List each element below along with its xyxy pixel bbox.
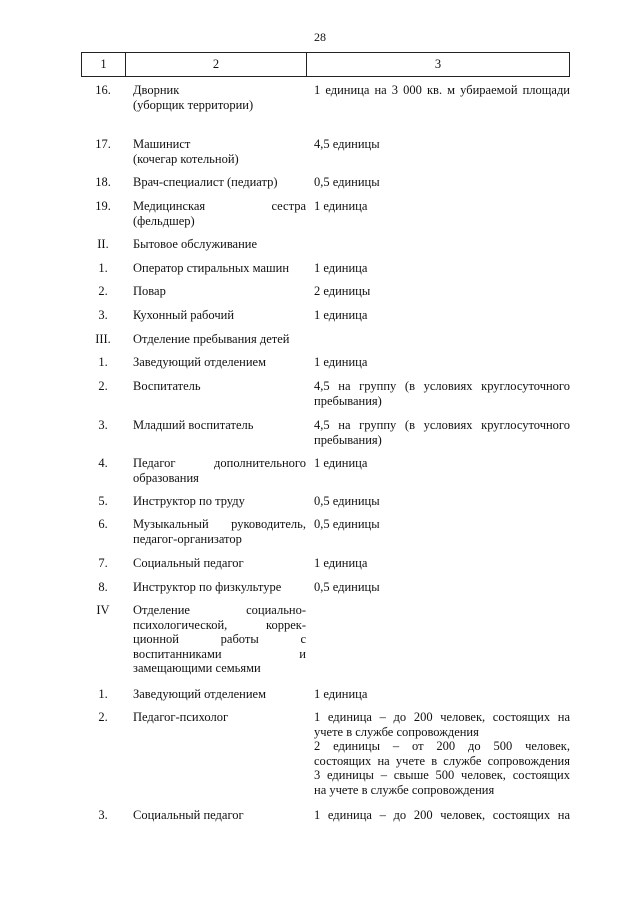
staff-norm-line: 1 единица bbox=[314, 199, 368, 213]
staff-norm-line: 0,5 единицы bbox=[314, 494, 380, 508]
row-number: 1. bbox=[98, 261, 108, 275]
staff-norm-line: 1 единица bbox=[314, 687, 368, 701]
row-number: III. bbox=[95, 332, 111, 346]
staff-norm bbox=[314, 456, 570, 471]
row-number: 3. bbox=[98, 418, 108, 432]
staff-norm-line: 1 единица bbox=[314, 261, 368, 275]
staff-norm bbox=[314, 687, 570, 702]
position-name bbox=[133, 456, 306, 485]
staff-norm bbox=[314, 808, 570, 823]
staff-norm-line: пребывания) bbox=[314, 432, 382, 447]
staff-norm-line: 1 единица bbox=[314, 355, 368, 369]
position-name bbox=[133, 332, 306, 347]
row-number: 7. bbox=[98, 556, 108, 570]
position-name bbox=[133, 199, 306, 228]
position-name-line: Бытовое обслуживание bbox=[133, 237, 258, 251]
position-name bbox=[133, 603, 306, 676]
position-name-line: Педагог-психолог bbox=[133, 710, 229, 724]
page-number: 28 bbox=[314, 30, 326, 44]
row-number: 3. bbox=[98, 308, 108, 322]
position-name-line: Педагог дополнительного bbox=[133, 456, 306, 470]
position-name-line: Машинист bbox=[133, 137, 191, 151]
staff-norm-line: 1 единица bbox=[314, 556, 368, 570]
position-name bbox=[133, 580, 306, 595]
staff-norm bbox=[314, 308, 570, 323]
staff-norm-line: 3 единицы – свыше 500 человек, состоящих bbox=[314, 768, 570, 782]
staff-norm-line: 4,5 на группу (в условиях круглосуточного bbox=[314, 418, 570, 432]
position-name-line: Инструктор по труду bbox=[133, 494, 245, 508]
staff-norm bbox=[314, 175, 570, 190]
staff-norm-line: на учете в службе сопровождения bbox=[314, 782, 495, 797]
staff-norm bbox=[314, 83, 570, 98]
position-name-line: Медицинская сестра bbox=[133, 199, 306, 213]
position-name-line: Инструктор по физкультуре bbox=[133, 580, 282, 594]
row-number: 1. bbox=[98, 687, 108, 701]
position-name-line: (кочегар котельной) bbox=[133, 151, 239, 166]
position-name-line: Отделение пребывания детей bbox=[133, 332, 290, 346]
position-name-line: образования bbox=[133, 470, 199, 485]
position-name bbox=[133, 710, 306, 725]
position-name bbox=[133, 556, 306, 571]
row-number: 4. bbox=[98, 456, 108, 470]
position-name bbox=[133, 808, 306, 823]
position-name-line: психологической, коррек- bbox=[133, 617, 306, 632]
staff-norm bbox=[314, 284, 570, 299]
position-name-line: Дворник bbox=[133, 83, 180, 97]
staff-norm-line: 0,5 единицы bbox=[314, 517, 380, 531]
position-name-line: Музыкальный руководитель, bbox=[133, 517, 306, 531]
row-number: 2. bbox=[98, 710, 108, 724]
position-name-line: Врач-специалист (педиатр) bbox=[133, 175, 278, 189]
staff-norm-line: 1 единица bbox=[314, 456, 368, 470]
staff-norm bbox=[314, 517, 570, 532]
staff-norm bbox=[314, 418, 570, 447]
row-number: 16. bbox=[95, 83, 111, 97]
position-name-line: (уборщик территории) bbox=[133, 97, 254, 112]
staff-norm-line: 0,5 единицы bbox=[314, 580, 380, 594]
position-name bbox=[133, 284, 306, 299]
position-name-line: Социальный педагог bbox=[133, 808, 244, 822]
staff-norm-line: пребывания) bbox=[314, 393, 382, 408]
row-number: 18. bbox=[95, 175, 111, 189]
position-name bbox=[133, 237, 306, 252]
row-number: II. bbox=[97, 237, 109, 251]
header-col-3: 3 bbox=[434, 57, 442, 72]
staff-norm bbox=[314, 494, 570, 509]
position-name-line: Заведующий отделением bbox=[133, 687, 267, 701]
position-name bbox=[133, 355, 306, 370]
position-name-line: воспитанниками и bbox=[133, 646, 306, 661]
staff-norm-line: 2 единицы – от 200 до 500 человек, bbox=[314, 739, 570, 753]
staff-norm-line: 1 единица на 3 000 кв. м убираемой площади bbox=[314, 83, 570, 97]
row-number: 3. bbox=[98, 808, 108, 822]
staff-norm bbox=[314, 261, 570, 276]
position-name-line: Воспитатель bbox=[133, 379, 201, 393]
position-name-line: педагог-организатор bbox=[133, 531, 242, 546]
position-name bbox=[133, 308, 306, 323]
staff-norm-line: 1 единица bbox=[314, 308, 368, 322]
position-name bbox=[133, 83, 306, 112]
header-col-2: 2 bbox=[126, 53, 307, 76]
staff-norm-line: 2 единицы bbox=[314, 284, 371, 298]
staff-norm-line: 1 единица – до 200 человек, состоящих на bbox=[314, 808, 570, 822]
staff-norm bbox=[314, 556, 570, 571]
staff-norm-line: 1 единица – до 200 человек, состоящих на bbox=[314, 710, 570, 724]
position-name-line: замещающими семьями bbox=[133, 661, 261, 675]
row-number: IV bbox=[96, 603, 110, 617]
position-name-line: ционной работы с bbox=[133, 632, 306, 646]
staff-norm bbox=[314, 710, 570, 797]
position-name-line: (фельдшер) bbox=[133, 213, 195, 228]
position-name-line: Кухонный рабочий bbox=[133, 308, 235, 322]
position-name bbox=[133, 175, 306, 190]
staff-norm bbox=[314, 580, 570, 595]
position-name-line: Повар bbox=[133, 284, 166, 298]
table-header bbox=[81, 52, 570, 77]
staff-norm-line: учете в службе сопровождения bbox=[314, 724, 479, 739]
position-name bbox=[133, 379, 306, 394]
position-name bbox=[133, 418, 306, 433]
row-number: 6. bbox=[98, 517, 108, 531]
position-name bbox=[133, 687, 306, 702]
position-name bbox=[133, 261, 306, 276]
row-number: 8. bbox=[98, 580, 108, 594]
row-number: 1. bbox=[98, 355, 108, 369]
position-name-line: Оператор стиральных машин bbox=[133, 261, 290, 275]
staff-norm-line: 0,5 единицы bbox=[314, 175, 380, 189]
staff-norm bbox=[314, 379, 570, 408]
position-name-line: Социальный педагог bbox=[133, 556, 244, 570]
position-name bbox=[133, 494, 306, 509]
staff-norm bbox=[314, 199, 570, 214]
row-number: 17. bbox=[95, 137, 111, 151]
position-name-line: Заведующий отделением bbox=[133, 355, 267, 369]
row-number: 2. bbox=[98, 284, 108, 298]
staff-norm-line: состоящих на учете в службе сопровождения bbox=[314, 753, 570, 768]
position-name-line: Младший воспитатель bbox=[133, 418, 254, 432]
row-number: 19. bbox=[95, 199, 111, 213]
staff-norm-line: 4,5 на группу (в условиях круглосуточного bbox=[314, 379, 570, 393]
header-col-1: 1 bbox=[82, 53, 126, 76]
staff-norm-line: 4,5 единицы bbox=[314, 137, 380, 151]
position-name-line: Отделение социально- bbox=[133, 603, 306, 617]
row-number: 2. bbox=[98, 379, 108, 393]
staff-norm bbox=[314, 137, 570, 152]
position-name bbox=[133, 137, 306, 166]
row-number: 5. bbox=[98, 494, 108, 508]
position-name bbox=[133, 517, 306, 546]
staff-norm bbox=[314, 355, 570, 370]
